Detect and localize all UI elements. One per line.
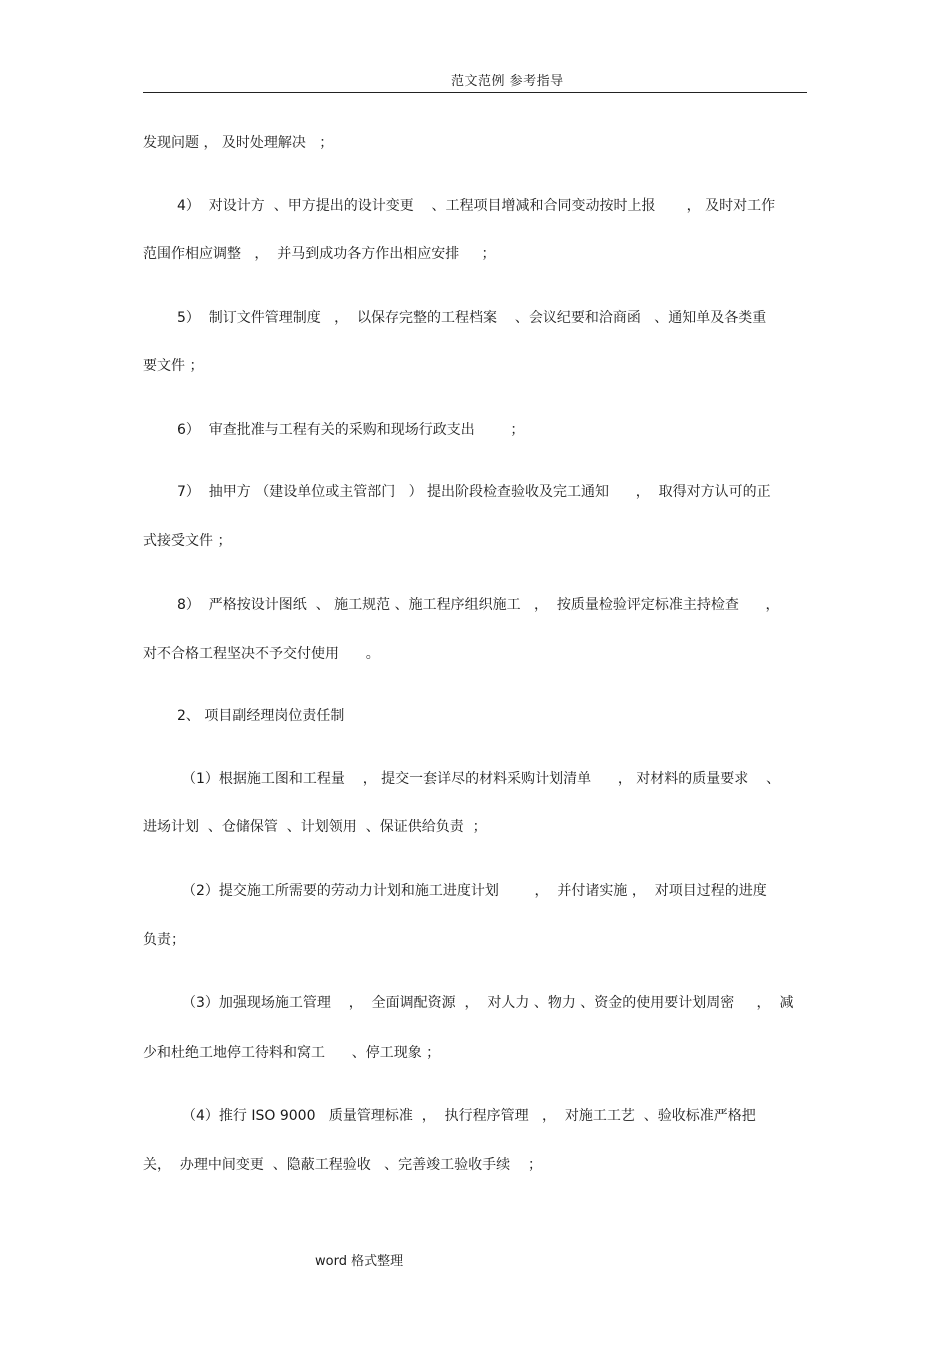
body-line: 5） 制订文件管理制度 ， 以保存完整的工程档案 、会议纪要和洽商函 、通知单及各类重: [177, 310, 767, 326]
body-line: 要文件 ；: [143, 358, 204, 374]
body-line: 负责；: [143, 932, 185, 948]
header-title: 范文范例 参考指导: [451, 74, 564, 89]
body-line: 6） 审查批准与工程有关的采购和现场行政支出 ；: [177, 422, 525, 438]
body-line: 进场计划 、仓储保管 、计划领用 、保证供给负责 ；: [143, 819, 487, 835]
body-line: 发现问题 ， 及时处理解决 ；: [143, 135, 334, 151]
body-line: 式接受文件 ；: [143, 533, 232, 549]
page-footer: word 格式整理: [315, 1254, 404, 1269]
body-line: 少和杜绝工地停工待料和窝工 、停工现象 ；: [143, 1045, 441, 1061]
body-line: （4）推行 ISO 9000 质量管理标准 ， 执行程序管理 ， 对施工工艺 、验收标准严格把: [182, 1108, 756, 1124]
body-line: （2）提交施工所需要的劳动力计划和施工进度计划 ， 并付诸实施 ， 对项目过程的进度: [182, 883, 767, 899]
body-line: 范围作相应调整 ， 并马到成功各方作出相应安排 ；: [143, 246, 496, 262]
body-line: （3）加强现场施工管理 ， 全面调配资源 ， 对人力 、物力 、资金的使用要计划周密 ， 减: [182, 995, 794, 1011]
body-line: 4） 对设计方 、甲方提出的设计变更 、工程项目增减和合同变动按时上报 ， 及时对工作: [177, 198, 776, 214]
body-line: 对不合格工程坚决不予交付使用 。: [143, 646, 380, 662]
body-line: （1）根据施工图和工程量 ， 提交一套详尽的材料采购计划清单 ， 对材料的质量要求 、: [182, 771, 781, 787]
section-heading: 2、 项目副经理岗位责任制: [177, 708, 345, 724]
body-line: 8） 严格按设计图纸 、 施工规范 、施工程序组织施工 ， 按质量检验评定标准主持检查 ，: [177, 597, 780, 613]
page-header: [143, 70, 807, 93]
body-line: 关， 办理中间变更 、隐蔽工程验收 、完善竣工验收手续 ；: [143, 1157, 542, 1173]
body-line: 7） 抽甲方 （建设单位或主管部门 ） 提出阶段检查验收及完工通知 ， 取得对方认可的正: [177, 484, 771, 500]
